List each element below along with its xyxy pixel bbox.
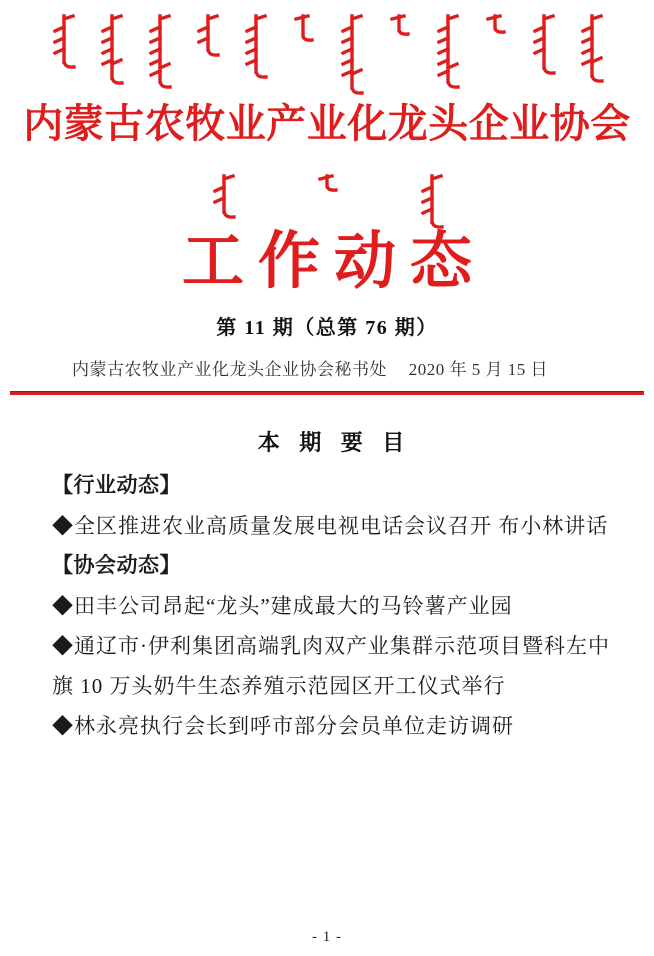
mongolian-word-icon: [146, 14, 172, 92]
page-number: - 1 -: [312, 929, 342, 945]
toc-list: [52, 466, 610, 746]
association-name-title: 内蒙古农牧业产业化龙头企业协会: [23, 101, 631, 146]
publisher-line: [52, 355, 610, 380]
mongolian-word-icon: [418, 174, 444, 232]
mongolian-word-icon: [434, 14, 460, 92]
mongolian-word-icon: [290, 14, 316, 44]
mongolian-word-icon: [50, 14, 76, 72]
toc-item[interactable]: ◆通辽市·伊利集团高端乳肉双产业集群示范项目暨科左中旗 10 万头奶牛生态养殖示范园区开工仪式举行: [52, 634, 610, 699]
toc-item[interactable]: ◆田丰公司昂起“龙头”建成最大的马铃薯产业园: [52, 594, 513, 619]
bulletin-title: 工作动态: [181, 228, 486, 296]
publish-date: 2020 年 5 月 15 日: [408, 360, 548, 380]
mongolian-word-icon: [482, 14, 508, 36]
issue-number-line: 第 11 期（总第 76 期）: [216, 317, 438, 340]
toc-section-header-association: 【协会动态】: [52, 554, 181, 578]
publisher-name: 内蒙古农牧业产业化龙头企业协会秘书处: [72, 360, 387, 380]
mongolian-word-icon: [338, 14, 364, 98]
mongolian-script-subtitle-banner: [0, 174, 654, 230]
toc-heading: 本 期 要 目: [257, 430, 412, 456]
mongolian-word-icon: [386, 14, 412, 38]
red-divider-rule: [10, 391, 644, 395]
mongolian-script-top-banner: [0, 0, 654, 96]
mongolian-word-icon: [242, 14, 268, 82]
toc-item[interactable]: ◆林永亮执行会长到呼市部分会员单位走访调研: [52, 714, 514, 739]
mongolian-word-icon: [578, 14, 604, 86]
mongolian-word-icon: [314, 174, 340, 194]
toc-section-header-industry: 【行业动态】: [52, 474, 181, 498]
mongolian-word-icon: [194, 14, 220, 60]
mongolian-word-icon: [210, 174, 236, 222]
mongolian-word-icon: [98, 14, 124, 88]
toc-item[interactable]: ◆全区推进农业高质量发展电视电话会议召开 布小林讲话: [52, 514, 609, 539]
mongolian-word-icon: [530, 14, 556, 78]
